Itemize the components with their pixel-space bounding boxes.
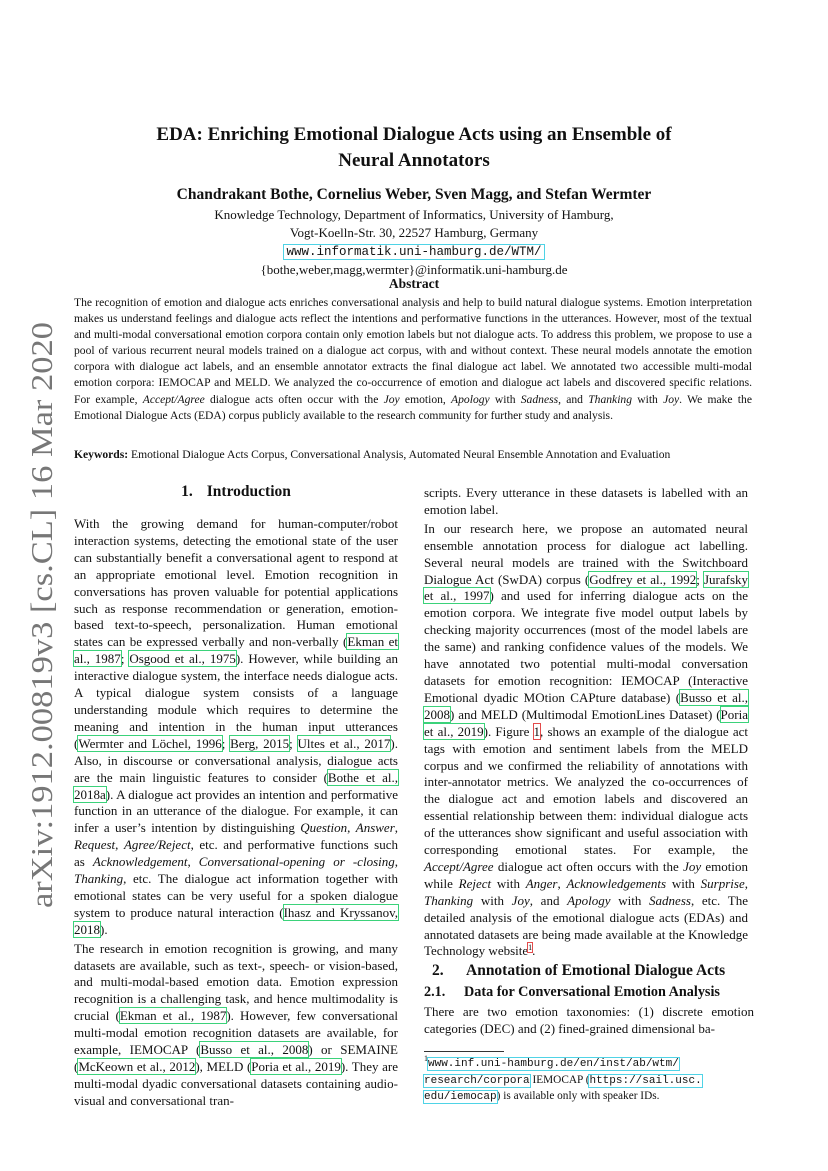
footnote	[424, 1056, 754, 1106]
text: with	[666, 875, 701, 891]
section-number: 2.	[432, 962, 444, 979]
abstract-text: with	[489, 392, 521, 406]
citation-link[interactable]: Ultes et al., 2017	[297, 735, 391, 751]
text: emotion while	[424, 858, 748, 891]
text: ,	[394, 854, 398, 870]
text: ). Figure	[483, 723, 534, 739]
citation-link[interactable]: Busso et al., 2008	[424, 689, 749, 722]
keywords	[74, 447, 752, 463]
section-1-heading	[74, 483, 398, 501]
citation-link[interactable]: McKeown et al., 2012	[78, 1059, 196, 1074]
keywords-text: Emotional Dialogue Acts Corpus, Conversational Analysis, Automated Neural Ensemble Annotation and Evaluation	[128, 448, 671, 461]
abstract-text: with	[632, 392, 664, 406]
arxiv-stamp	[8, 320, 64, 910]
abstract-italic: Sadness	[520, 392, 559, 406]
footnote-text: IEMOCAP (	[529, 1073, 590, 1086]
text: ). Also, in discourse or conversational analysis, dialogue acts are the main linguistic features to consider (	[74, 735, 398, 785]
abstract-italic: Joy	[383, 392, 400, 406]
italic-term: Question	[300, 820, 348, 836]
affiliation-url-link[interactable]: www.informatik.uni-hamburg.de/WTM/	[286, 245, 542, 259]
citation-link[interactable]: Ihasz and Kryssanov, 2018	[74, 904, 398, 937]
title-line-2: Neural Annotators	[338, 150, 490, 171]
italic-term: Apology	[567, 892, 611, 908]
text: ).	[100, 921, 108, 937]
footnote-url-link[interactable]: edu/iemocap	[424, 1091, 497, 1103]
text: ) or SEMAINE (	[74, 1042, 398, 1074]
citation-link[interactable]: Jurafsky et al., 1997	[424, 571, 748, 604]
arxiv-id: arXiv:1912.00819v3 [cs.CL] 16 Mar 2020	[24, 381, 59, 908]
figure-ref-link[interactable]: 1	[533, 723, 541, 739]
citation-link[interactable]: Ekman et al., 1987	[119, 1008, 227, 1024]
italic-term: Accept/Agree	[424, 858, 494, 874]
text: With the growing demand for human-computer/robot interaction systems, detecting the emotional state of the user can substantially benefit a conversational agent to respond at an appropriate emotional level. Emotion recognition in conversations has proven valuable for potential applications such as response recommendation or generation, emotion-based text-to-speech, personalization. Human emotional states can be expressed verbally and non-verbally (	[74, 516, 398, 650]
section-title: Annotation of Emotional Dialogue Acts	[466, 962, 726, 979]
text: ), MELD (	[195, 1059, 252, 1074]
abstract-text: . We make the Emotional Dialogue Acts (EDA) corpus publicly available to the research community for further study and analysis.	[74, 392, 752, 422]
text: with	[473, 892, 512, 908]
section-2-heading	[424, 962, 754, 980]
abstract-text: , and	[558, 392, 589, 406]
citation-link[interactable]: Busso et al., 2008	[200, 1042, 309, 1058]
footnote-mark: 1	[424, 1054, 428, 1064]
paragraph	[424, 521, 748, 961]
citation-link[interactable]: Ekman et al., 1987	[74, 634, 398, 667]
text: ). However, while building an interactive dialogue system, the interface needs dialogue acts. A typical dialogue system consists of a language understanding module which requires to determine the meaning and intention in the human input utterances (	[74, 651, 398, 751]
text: dialogue act often occurs with the	[493, 858, 684, 874]
italic-term: Joy	[683, 858, 702, 874]
title-line-1: EDA: Enriching Emotional Dialogue Acts using an Ensemble of	[156, 124, 672, 145]
paragraph	[74, 516, 398, 939]
text: .	[532, 943, 536, 959]
footnote-ref-link[interactable]: 1	[528, 943, 533, 953]
text: , etc. The detailed analysis of the emotional dialogue acts (EDAs) and annotated datasets are being made available at the Knowledge Technology website	[424, 892, 748, 959]
abstract-italic: Thanking	[588, 392, 633, 406]
italic-term: Agree/Reject	[123, 837, 191, 853]
text: ). However, few conversational multi-modal emotion recognition datasets are available, for example, IEMOCAP (	[74, 1008, 398, 1058]
italic-term: Acknowledgements	[566, 875, 667, 891]
italic-term: Sadness	[649, 892, 691, 908]
abstract-text: dialogue acts often occur with the	[204, 392, 384, 406]
abstract-text: emotion,	[399, 392, 452, 406]
italic-term: Thanking	[74, 871, 124, 887]
subsection-2-1-heading	[424, 984, 754, 1001]
italic-term: Surprise	[700, 875, 745, 891]
text: ;	[289, 735, 298, 751]
subsection-title: Data for Conversational Emotion Analysis	[464, 984, 720, 1000]
paragraph: scripts. Every utterance in these datasets is labelled with an emotion label.	[424, 485, 748, 517]
text: with	[491, 875, 526, 891]
citation-link[interactable]: Poria et al., 2019	[424, 706, 748, 739]
keywords-label: Keywords:	[74, 448, 129, 461]
text: with	[610, 892, 650, 908]
text: ,	[187, 854, 199, 870]
abstract-body	[74, 295, 752, 424]
text: ,	[115, 837, 124, 853]
author-emails: {bothe,weber,magg,wermter}@informatik.uni-hamburg.de	[260, 262, 568, 277]
citation-link[interactable]: Bothe et al., 2018a	[74, 769, 398, 802]
text: , etc. and performative functions such as	[74, 837, 399, 870]
italic-term: Request	[74, 837, 116, 853]
text: ). A dialogue act provides an intention and performative function in an utterance of the dialogue. For example, it can infer a user’s intention by distinguishing	[74, 786, 398, 836]
text: ,	[394, 820, 398, 836]
text: In our research here, we propose an automated neural ensemble annotation process for dialogue act labelling. Several neural models are trained with the Switchboard Dialogue Act (SwDA) corpus (	[424, 520, 748, 587]
affiliation-line-2: Vogt-Koelln-Str. 30, 22527 Hamburg, Germany	[289, 225, 539, 240]
paragraph	[74, 941, 398, 1110]
italic-term: Reject	[458, 875, 492, 891]
left-column	[74, 516, 398, 1112]
affiliation-line-1: Knowledge Technology, Department of Informatics, University of Hamburg,	[214, 207, 614, 222]
citation-link[interactable]: Berg, 2015	[230, 735, 290, 751]
abstract-italic: Apology	[451, 392, 490, 406]
paper-title	[90, 122, 738, 174]
footnote-url-link[interactable]: https://sail.usc.	[589, 1074, 702, 1087]
citation-link[interactable]: Wermter and Löchel, 1996	[78, 735, 222, 751]
abstract-italic: Joy	[663, 392, 680, 406]
text: ) and used for inferring dialogue acts on the emotion corpora. We integrate five model output labels by checking majority occurrences (most of the model labels are the same) and ranking confidence values of the models. We have annotated two potential multi-modal conversation datasets for emotion recognition: IEMOCAP (Interactive Emotional dyadic MOtion CAPture database) (	[424, 588, 748, 705]
text: ;	[221, 735, 231, 751]
citation-link[interactable]: Osgood et al., 1975	[129, 651, 236, 667]
right-column	[424, 485, 748, 962]
text: , and	[529, 892, 568, 908]
authors: Chandrakant Bothe, Cornelius Weber, Sven Magg, and Stefan Wermter	[176, 186, 652, 203]
text: , etc. The dialogue act information together with emotional states can be very useful for a spoken dialogue system to produce natural interaction (	[74, 871, 398, 920]
italic-term: Anger	[525, 875, 558, 891]
abstract-text: The recognition of emotion and dialogue acts enriches conversational analysis and help to build natural dialogue systems. Emotion interpretation makes us understand feelings and dialogue acts reflect the intentions and performative functions in the utterances. However, most of the textual and multi-modal conversational emotion corpora contain only emotion labels but not dialogue acts. To address this problem, we propose to use a pool of various recurrent neural models trained on a dialogue act corpus, with and without context. These neural models annotate the emotion corpora with dialogue act labels, and an ensemble annotator extracts the final dialogue act label. We annotated two accessible multi-modal emotion corpora: IEMOCAP and MELD. We analyzed the co-occurrence of emotion and dialogue act labels and discovered specific relations. For example,	[74, 296, 752, 406]
text: ;	[120, 651, 130, 667]
italic-term: Conversational-opening or -closing	[198, 854, 395, 870]
text: ). They are multi-modal dyadic conversational datasets containing audio-visual and conversational tran-	[74, 1059, 398, 1108]
italic-term: Acknowledgement	[92, 854, 188, 870]
text: The research in emotion recognition is growing, and many datasets are available, such as text-, speech- or vision-based, and multi-modal-based emotion data. Emotion expression recognition is a challenging task, and hence multimodality is crucial (	[74, 940, 398, 1024]
text: ,	[744, 875, 748, 891]
section-title: Introduction	[206, 483, 291, 500]
text: ,	[347, 820, 356, 836]
section-number: 1.	[181, 483, 193, 500]
footnote-url-link[interactable]: www.inf.uni-hamburg.de/en/inst/ab/wtm/	[428, 1058, 679, 1070]
italic-term: Thanking	[424, 892, 474, 908]
text: , shows an example of the dialogue act tags with emotion and sentiment labels from the MELD corpus and we confirmed the reliability of annotations with inter-annotator metrics. We analyzed the co-occurrences of the dialogue act and emotion labels and discovered an essential relationship between them: individual dialogue acts of the utterances show significant and useful association with corresponding emotional states. For example, the	[424, 723, 749, 858]
text: ,	[557, 875, 567, 891]
arxiv-stamp-svg	[8, 320, 64, 910]
citation-link[interactable]: Godfrey et al., 1992	[589, 571, 697, 587]
abstract-heading: Abstract	[388, 276, 440, 291]
citation-link[interactable]: Poria et al., 2019	[251, 1059, 341, 1074]
footnote-divider	[424, 1051, 504, 1052]
footnote-url-link[interactable]: research/corpora	[424, 1074, 530, 1087]
italic-term: Joy	[511, 892, 530, 908]
subsection-number: 2.1.	[424, 984, 446, 1000]
text: ;	[696, 571, 704, 587]
italic-term: Answer	[355, 820, 395, 836]
footnote-text: ) is available only with speaker IDs.	[496, 1090, 660, 1102]
affiliation	[90, 206, 738, 279]
abstract-italic: Accept/Agree	[142, 392, 205, 406]
subsection-text: There are two emotion taxonomies: (1) discrete emotion categories (DEC) and (2) fined-grained dimensional ba-	[424, 1004, 754, 1036]
text: ) and MELD (Multimodal EmotionLines Dataset) (	[450, 706, 721, 722]
